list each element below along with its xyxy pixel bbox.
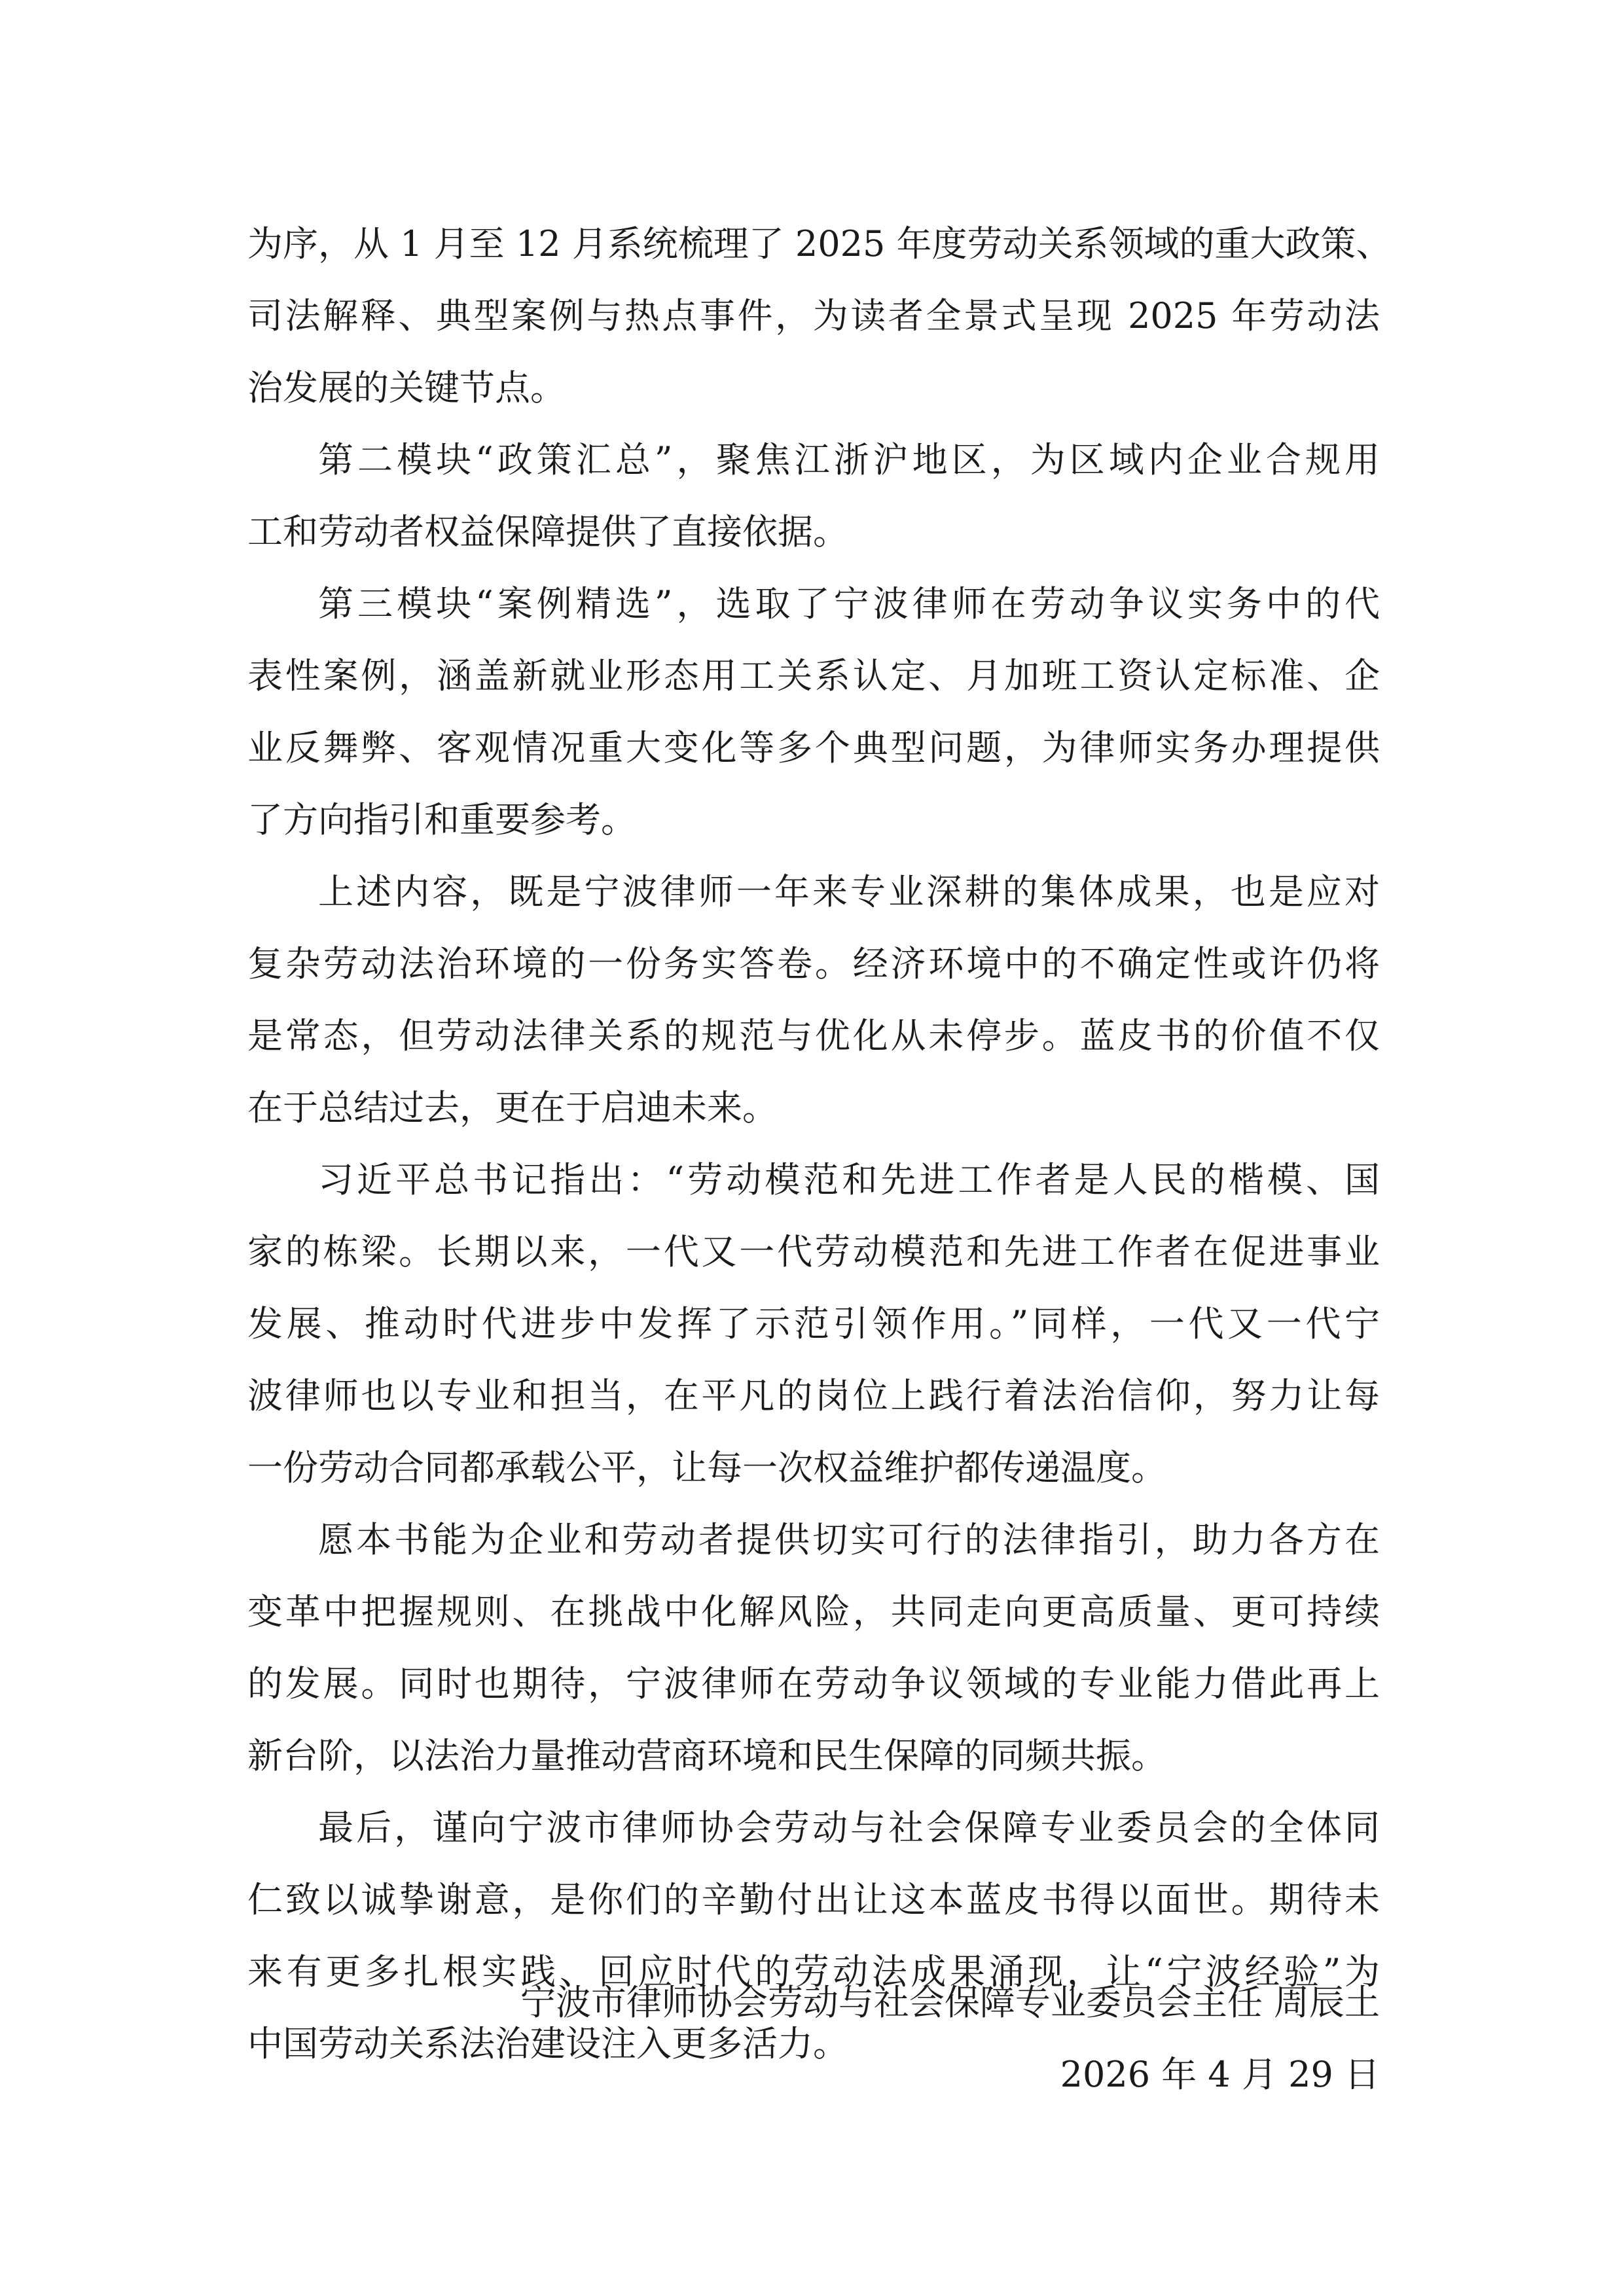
paragraph-line: 司法解释、典型案例与热点事件，为读者全景式呈现 2025 年劳动法 xyxy=(247,295,1380,336)
paragraph xyxy=(247,1504,1380,1792)
paragraph-line: 了方向指引和重要参考。 xyxy=(247,799,636,840)
signature-date: 2026 年 4 月 29 日 xyxy=(1060,2054,1380,2095)
paragraph xyxy=(247,208,1392,424)
paragraph-line: 复杂劳动法治环境的一份务实答卷。经济环境中的不确定性或许仍将 xyxy=(247,943,1380,984)
paragraph xyxy=(247,1144,1380,1504)
paragraph-line: 治发展的关键节点。 xyxy=(247,367,566,408)
paragraph-line: 为序，从 1 月至 12 月系统梳理了 2025 年度劳动关系领域的重大政策、 xyxy=(247,223,1392,264)
paragraph-line: 的发展。同时也期待，宁波律师在劳动争议领域的专业能力借此再上 xyxy=(247,1663,1380,1704)
signature-author: 宁波市律师协会劳动与社会保障专业委员会主任 周辰土 xyxy=(520,1982,1380,2023)
paragraph-line: 第三模块“案例精选”，选取了宁波律师在劳动争议实务中的代 xyxy=(318,583,1380,624)
signature-block xyxy=(520,1967,1380,2111)
paragraph-line: 中国劳动关系法治建设注入更多活力。 xyxy=(247,2023,848,2064)
paragraph-line: 习近平总书记指出：“劳动模范和先进工作者是人民的楷模、国 xyxy=(318,1159,1380,1200)
preface-body xyxy=(247,208,1392,2080)
paragraph-line: 上述内容，既是宁波律师一年来专业深耕的集体成果，也是应对 xyxy=(318,871,1380,912)
paragraph xyxy=(247,856,1380,1144)
paragraph-line: 新台阶，以法治力量推动营商环境和民生保障的同频共振。 xyxy=(247,1735,1166,1776)
paragraph-line: 仁致以诚挚谢意，是你们的辛勤付出让这本蓝皮书得以面世。期待未 xyxy=(247,1879,1380,1920)
paragraph-line: 第二模块“政策汇总”，聚焦江浙沪地区，为区域内企业合规用 xyxy=(318,439,1380,480)
paragraph-line: 工和劳动者权益保障提供了直接依据。 xyxy=(247,511,848,552)
paragraph-line: 在于总结过去，更在于启迪未来。 xyxy=(247,1087,778,1128)
paragraph-line: 发展、推动时代进步中发挥了示范引领作用。”同样，一代又一代宁 xyxy=(247,1303,1380,1344)
paragraph xyxy=(247,568,1380,856)
paragraph-line: 来有更多扎根实践、回应时代的劳动法成果涌现，让“宁波经验”为 xyxy=(247,1951,1380,1992)
paragraph-line: 业反舞弊、客观情况重大变化等多个典型问题，为律师实务办理提供 xyxy=(247,727,1380,768)
paragraph-line: 一份劳动合同都承载公平，让每一次权益维护都传递温度。 xyxy=(247,1447,1166,1488)
paragraph-line: 波律师也以专业和担当，在平凡的岗位上践行着法治信仰，努力让每 xyxy=(247,1375,1380,1416)
paragraph-line: 最后，谨向宁波市律师协会劳动与社会保障专业委员会的全体同 xyxy=(318,1807,1380,1848)
paragraph-line: 愿本书能为企业和劳动者提供切实可行的法律指引，助力各方在 xyxy=(318,1519,1380,1560)
paragraph-line: 是常态，但劳动法律关系的规范与优化从未停步。蓝皮书的价值不仅 xyxy=(247,1015,1380,1056)
paragraph xyxy=(247,424,1380,568)
paragraph-line: 家的栋梁。长期以来，一代又一代劳动模范和先进工作者在促进事业 xyxy=(247,1231,1380,1272)
paragraph-line: 变革中把握规则、在挑战中化解风险，共同走向更高质量、更可持续 xyxy=(247,1591,1380,1632)
paragraph-line: 表性案例，涵盖新就业形态用工关系认定、月加班工资认定标准、企 xyxy=(247,655,1380,696)
